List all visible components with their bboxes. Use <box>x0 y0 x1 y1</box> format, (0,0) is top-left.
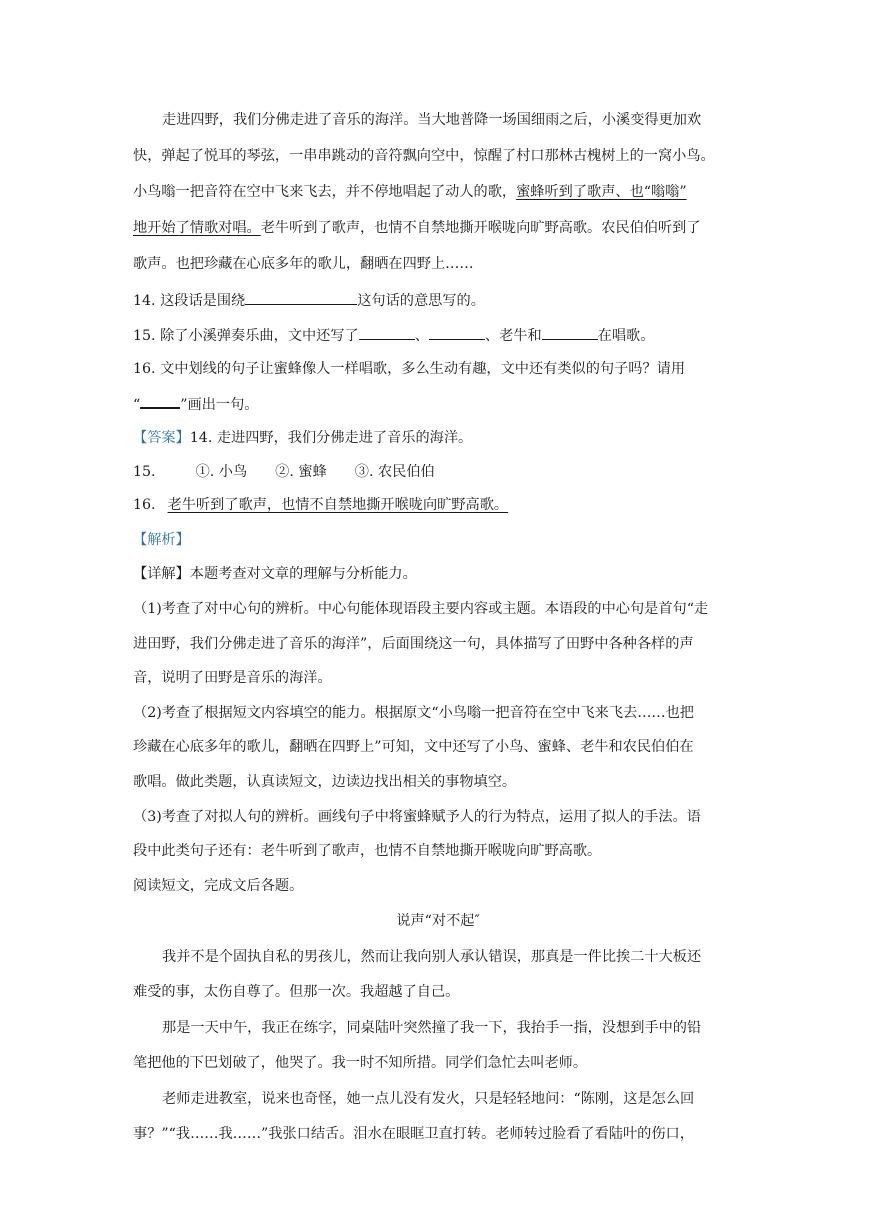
answer-number: 16. <box>133 497 156 513</box>
underlined-sentence: 蜜蜂听到了歌声、也“嗡嗡” <box>516 184 687 200</box>
question-14 <box>133 290 743 311</box>
detail-line <box>133 564 743 584</box>
story-line-6: 事？”“我……我……”我张口结舌。泪水在眼眶卫直打转。老师转过脸看了看陆叶的伤口， <box>133 1126 694 1142</box>
question-text: ”画出一句。 <box>180 397 259 413</box>
explanation-2-line-2: 珍藏在心底多年的歌儿，翻晒在四野上”可知，文中还写了小鸟、蜜蜂、老牛和农民伯伯在 <box>133 739 694 755</box>
question-16: 16. 文中划线的句子让蜜蜂像人一样唱歌，多么生动有趣，文中还有类似的句子吗？请用 <box>133 361 686 377</box>
answer-15 <box>133 462 743 482</box>
answer-blank <box>245 290 357 305</box>
answer-blank <box>429 325 485 340</box>
underlined-sentence: 地开始了情歌对唱。 <box>133 220 261 236</box>
passage1-line-4 <box>133 218 743 238</box>
answer-number: 15. <box>133 464 156 480</box>
answer-16 <box>133 495 743 515</box>
answer-tag: 【答案】 <box>133 430 190 446</box>
passage1-line-3 <box>133 182 743 202</box>
explanation-1-line-3: 音，说明了田野是音乐的海洋。 <box>133 670 332 686</box>
passage1-line-2: 快，弹起了悦耳的琴弦，一串串跳动的音符飘向空中，惊醒了村口那林古槐树上的一窝小鸟。 <box>133 148 715 164</box>
answer-14 <box>133 428 743 448</box>
story-line-2: 难受的事，太伤自尊了。但那一次。我超越了自己。 <box>133 984 460 1000</box>
answer-item: ③. 农民伯伯 <box>354 464 435 480</box>
answer-text: 14. 走进四野，我们分佛走进了音乐的海洋。 <box>189 430 473 446</box>
question-16-line-2 <box>133 393 743 415</box>
answer-blank <box>359 325 415 340</box>
explanation-2-line-3: 歌唱。做此类题，认真读短文，边读边找出相关的事物填空。 <box>133 774 517 790</box>
passage1-text: 小鸟嗡一把音符在空中飞来飞去，并不停地唱起了动人的歌， <box>133 184 517 200</box>
explanation-2-line-1: （2)考查了根据短文内容填空的能力。根据原文“小鸟嗡一把音符在空中飞来飞去……也把 <box>133 705 694 721</box>
answer-item: ②. 蜜蜂 <box>275 464 327 480</box>
story-line-1: 我并不是个固执自私的男孩儿，然而让我向别人承认错误，那真是一件比挨二十大板还 <box>162 949 702 965</box>
story-line-4: 笔把他的下巴划破了，他哭了。我一时不知所措。同学们急忙去叫老师。 <box>133 1055 588 1071</box>
underline-sample <box>140 393 180 409</box>
question-text: “ <box>133 397 141 413</box>
detail-tag: 【详解】 <box>133 566 190 582</box>
analysis-tag: 【解析】 <box>133 532 190 548</box>
question-text: 14. 这段话是围绕 <box>133 293 246 309</box>
question-text: 15. 除了小溪弹奏乐曲，文中还写了 <box>133 328 359 344</box>
passage1-line-1: 走进四野，我们分佛走进了音乐的海洋。当大地普降一场国细雨之后，小溪变得更加欢 <box>162 112 702 128</box>
question-text: 、 <box>414 328 429 344</box>
question-text: 、老牛和 <box>484 328 542 344</box>
question-text: 这句话的意思写的。 <box>357 293 485 309</box>
story-line-5: 老师走进教室，说来也奇怪，她一点儿没有发火，只是轻轻地问：“陈刚，这是怎么回 <box>162 1091 695 1107</box>
story-line-3: 那是一天中午，我正在练字，同桌陆叶突然撞了我一下，我抬手一指，没想到手中的铅 <box>162 1020 702 1036</box>
explanation-1-line-1: （1)考查了对中心句的辨析。中心句能体现语段主要内容或主题。本语段的中心句是首句“走 <box>133 601 709 617</box>
answer-underlined: 老牛听到了歌声，也情不自禁地撕开喉咙向旷野高歌。 <box>167 497 509 513</box>
explanation-1-line-2: 进田野，我们分佛走进了音乐的海洋”，后面围绕这一句，具体描写了田野中各种各样的声 <box>133 636 694 652</box>
answer-item: ①. 小鸟 <box>195 464 248 480</box>
reading-instruction: 阅读短文，完成文后各题。 <box>133 878 304 894</box>
detail-text: 本题考查对文章的理解与分析能力。 <box>189 566 417 582</box>
answer-blank <box>542 325 598 340</box>
story-title: 说声“对不起″ <box>396 913 480 929</box>
question-text: 在唱歌。 <box>597 328 655 344</box>
question-15 <box>133 325 743 346</box>
explanation-3-line-1: （3)考查了对拟人句的辨析。画线句子中将蜜蜂赋予人的行为特点，运用了拟人的手法。语 <box>133 809 701 825</box>
explanation-3-line-2: 段中此类句子还有：老牛听到了歌声，也情不自禁地撕开喉咙向旷野高歌。 <box>133 843 602 859</box>
passage1-line-5: 歌声。也把珍藏在心底多年的歌儿，翻晒在四野上…… <box>133 256 474 272</box>
passage1-text: 老牛听到了歌声，也情不自禁地撕开喉咙向旷野高歌。农民伯伯听到了 <box>260 220 701 236</box>
